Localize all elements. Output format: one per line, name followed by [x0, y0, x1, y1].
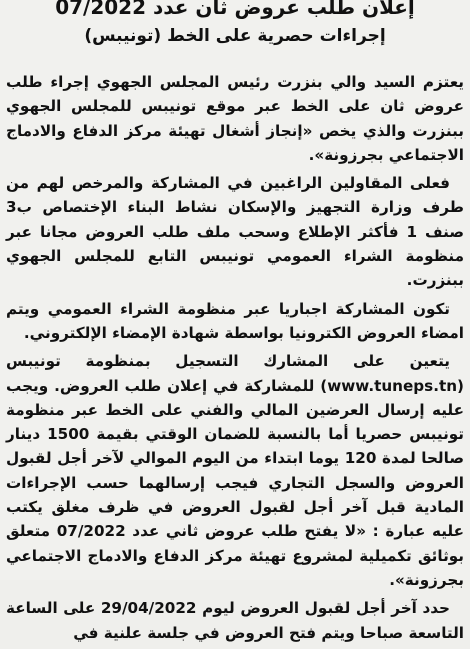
page-subtitle: إجراءات حصرية على الخط (تونيبس)	[84, 26, 386, 46]
paragraph-eligibility: فعلى المقاولين الراغبين في المشاركة والمرخص لهم من طرف وزارة التجهيز والإسكان نشاط البناء الإختصاص ب3 صنف 1 فأكثر الإطلاع وسحب ملف طلب العروض مجانا عبر منظومة الشراء العمومي تونيبس التابع للمجلس الجهوي ببنزرت.	[6, 174, 465, 290]
paragraph-intro: يعتزم السيد والي بنزرت رئيس المجلس الجهوي إجراء طلب عروض ثان على الخط عبر موقع تونيبس للمجلس الجهوي ببنزرت والذي يخص «إنجاز أشغال تهيئة مركز الدفاع والادماج الاجتماعي بجرزونة».	[6, 73, 464, 164]
paragraph-registration: يتعين على المشارك التسجيل بمنظومة تونيبس (www.tuneps.tn) للمشاركة في إعلان طلب العروض. ويجب عليه إرسال العرضين المالي والفني على الخط عبر منظومة تونيبس حصريا أما بالنسبة للضمان الوقتي بقيمة 1500 دينار صالحا لمدة 120 يوما ابتداء من اليوم الموالي لآخر أجل لقبول العروض والسجل التجاري فيجب إرسالهما حسب الإجراءات المادية قبل آخر أجل لقبول العروض في ظرف مغلق يكتب عليه عبارة : «لا يفتح طلب عروض ثاني عدد 07/2022 متعلق بوثائق تكميلية لمشروع تهيئة مركز الدفاع والادماج الاجتماعي بجرزونة».	[6, 352, 465, 589]
document-body	[6, 70, 464, 649]
page-title: إعلان طلب عروض ثان عدد 07/2022	[55, 0, 415, 19]
paragraph-electronic-signature: تكون المشاركة اجباريا عبر منظومة الشراء العمومي ويتم امضاء العروض الكترونيا بواسطة شهادة الإمضاء الإلكتروني.	[6, 299, 464, 342]
paragraph-deadline: حدد آخر أجل لقبول العروض ليوم 29/04/2022 على الساعة التاسعة صباحا ويتم فتح العروض في جلسة علنية في	[6, 599, 464, 642]
